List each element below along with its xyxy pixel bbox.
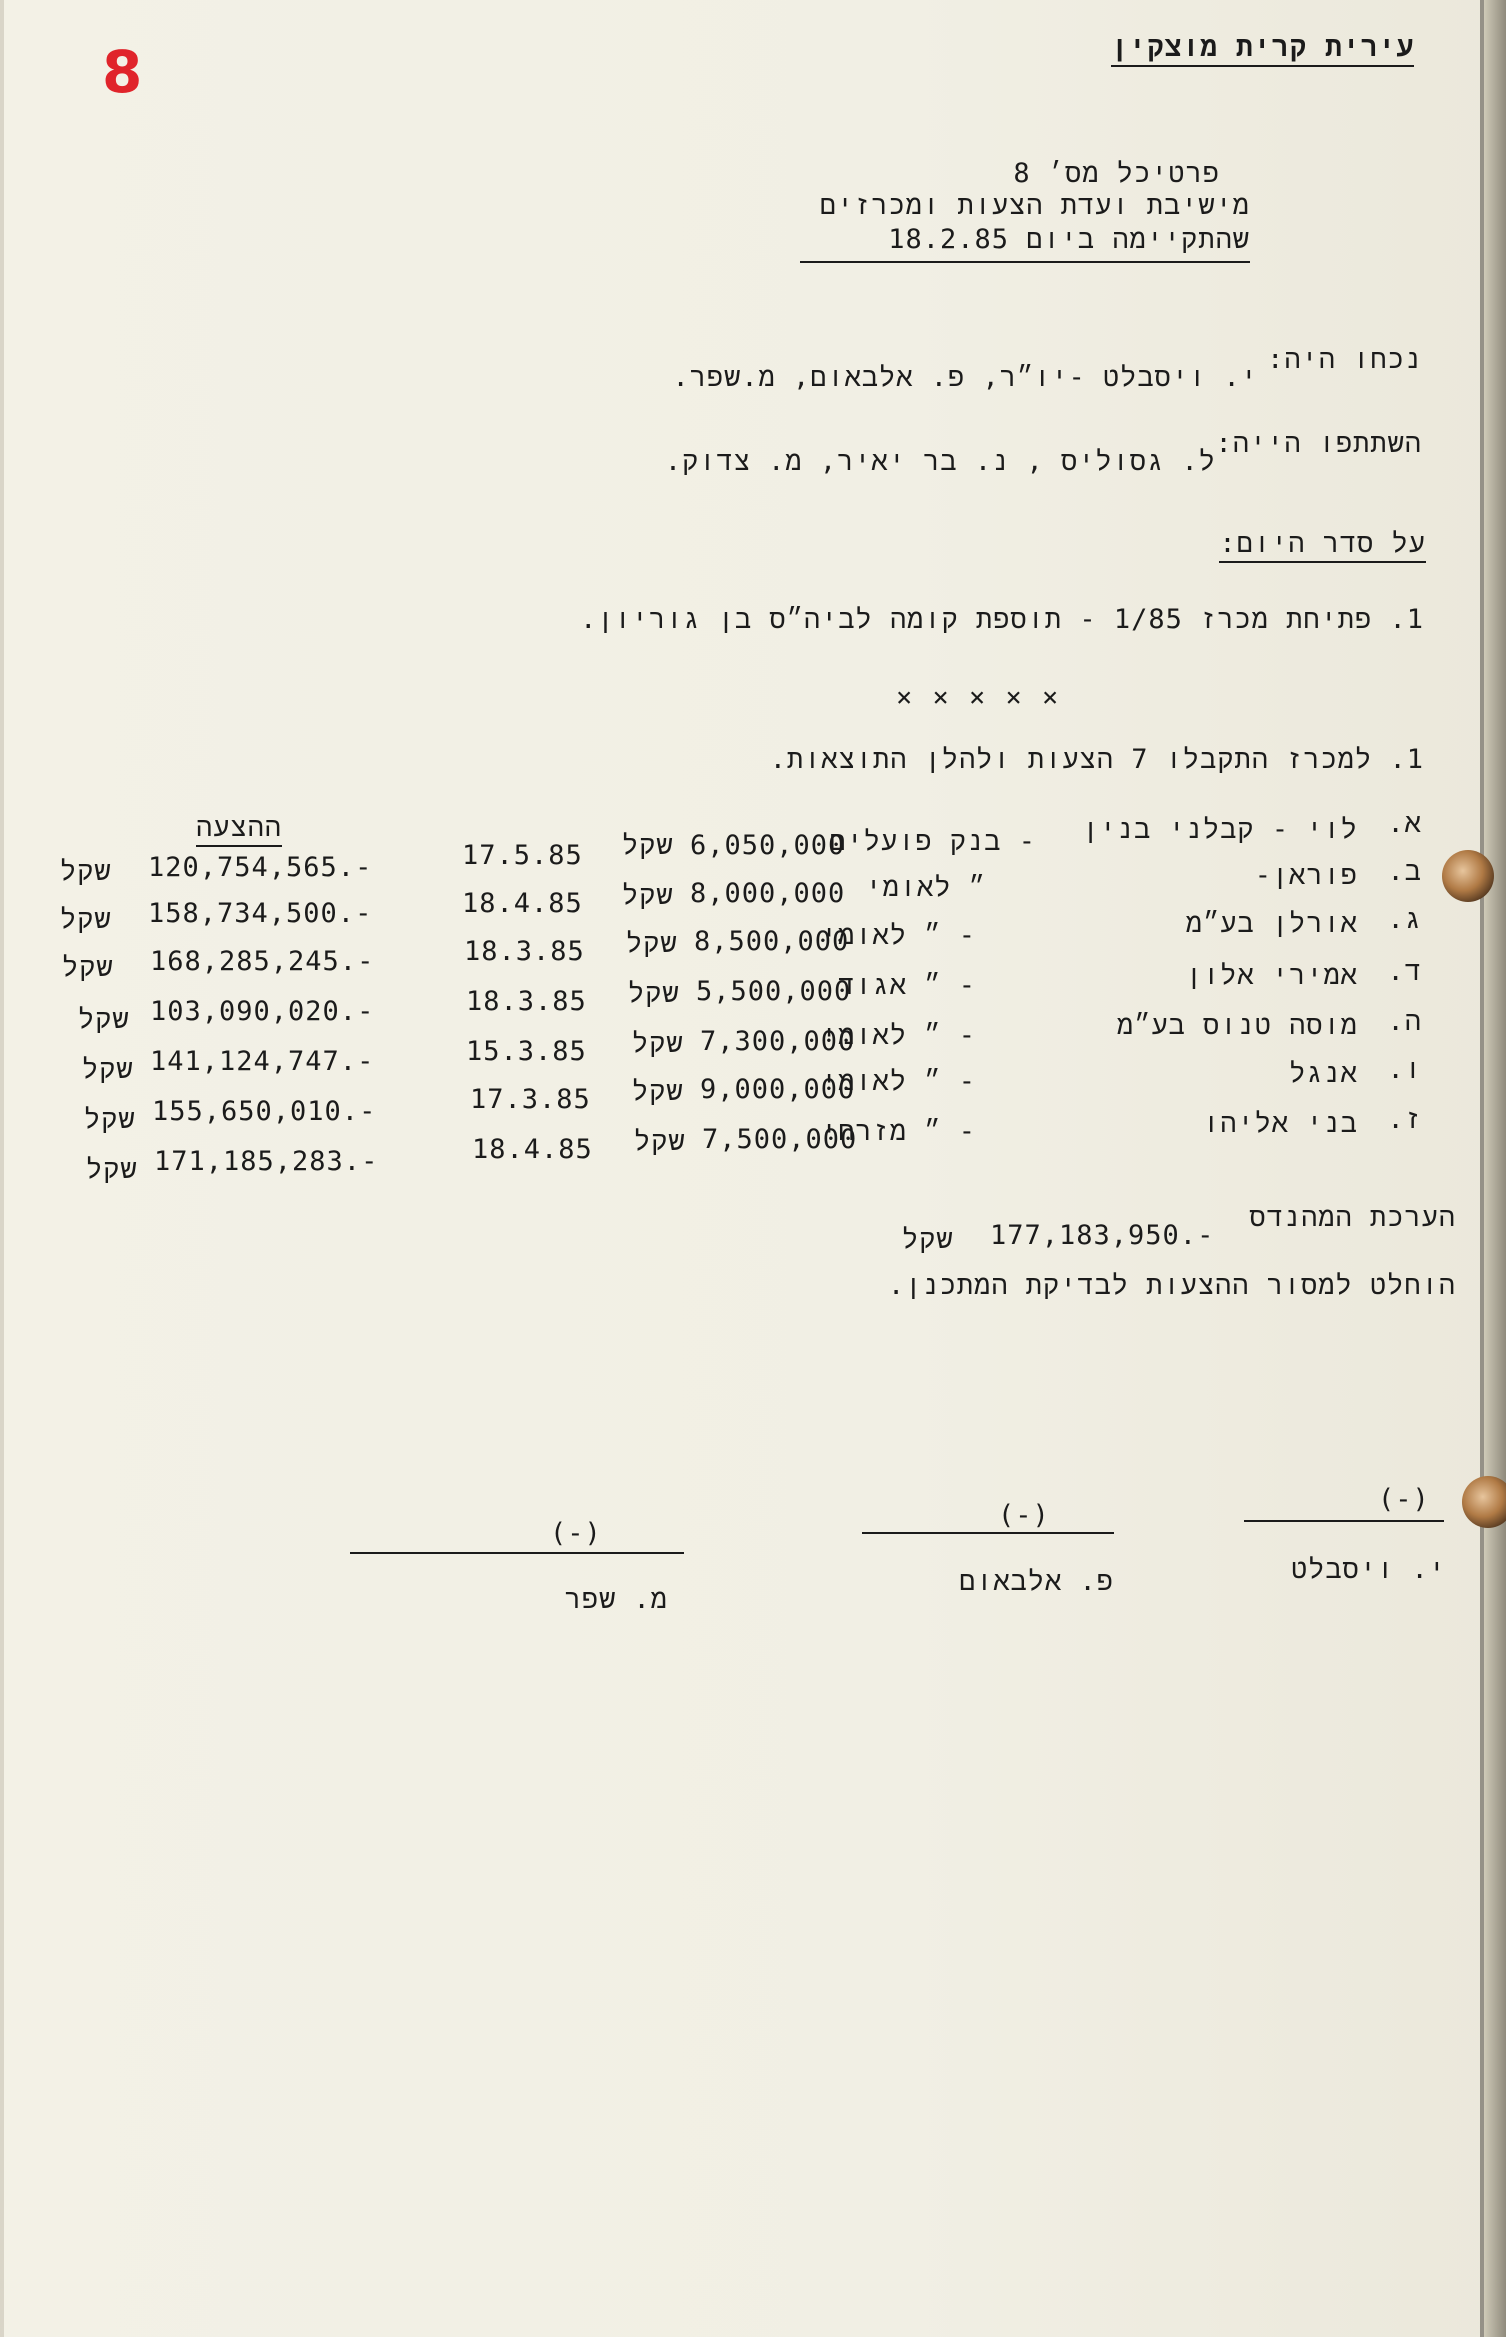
binder-hole-lower: [1462, 1476, 1506, 1528]
agenda-item-1: 1. פתיחת מכרז 1/85 - תוספת קומה לביה״ס בן גוריון.: [580, 604, 1424, 635]
guarantee-amount: 7,300,000: [700, 1026, 856, 1057]
guarantee-amount: 8,000,000: [690, 878, 846, 909]
guarantee-date: 18.3.85: [466, 986, 587, 1017]
binder-hole-upper: [1442, 850, 1494, 902]
agenda-heading: על סדר היום:: [1219, 528, 1426, 563]
guarantee-date: 17.5.85: [462, 840, 583, 871]
engineer-estimate-currency: שקל: [902, 1224, 954, 1255]
guarantee-amount: 5,500,000: [696, 976, 852, 1007]
signature-line: [862, 1532, 1114, 1534]
engineer-estimate-label: הערכת המהנדס: [1249, 1202, 1456, 1233]
offer-currency: שקל: [86, 1154, 138, 1185]
guarantee-currency: שקל: [628, 978, 680, 1009]
offer-currency: שקל: [62, 952, 114, 983]
bidder-name: אורלן בע״מ: [1185, 908, 1358, 939]
guarantee-amount: 6,050,000: [690, 830, 846, 861]
offer-amount: 158,734,500.-: [148, 898, 373, 929]
bidder-name: לוי - קבלני בנין: [1082, 814, 1358, 845]
guarantee-date: 17.3.85: [470, 1084, 591, 1115]
offer-currency: שקל: [60, 856, 112, 887]
signature-mark: (-): [998, 1500, 1050, 1531]
bidder-bank: - ״ לאומי: [821, 1066, 976, 1097]
bid-letter: ה.: [1387, 1006, 1422, 1037]
page-number: 8: [102, 38, 143, 106]
bidder-name: פוראן-: [1254, 860, 1358, 891]
offer-column-header: ההצעה: [196, 812, 282, 847]
bidder-bank: - ״ מזרחי: [821, 1116, 976, 1147]
engineer-estimate-value: 177,183,950.-: [990, 1220, 1215, 1251]
offer-currency: שקל: [60, 904, 112, 935]
bidder-bank: - ״ לאומי: [821, 920, 976, 951]
page-right-edge: [1484, 0, 1506, 2337]
signatory-name: פ. אלבאום: [959, 1566, 1114, 1597]
guarantee-currency: שקל: [622, 880, 674, 911]
page-left-edge: [0, 0, 4, 2337]
decision-text: הוחלט למסור ההצעות לבדיקת המתכנן.: [888, 1270, 1456, 1301]
separator-marks: × × × × ×: [896, 682, 1061, 713]
participants-names: ל. גסוליס , נ. בר יאיר, מ. צדוק.: [664, 446, 1216, 477]
guarantee-amount: 8,500,000: [694, 926, 850, 957]
offer-currency: שקל: [82, 1054, 134, 1085]
guarantee-amount: 7,500,000: [702, 1124, 858, 1155]
offer-amount: 120,754,565.-: [148, 852, 373, 883]
title-line-1: פרטיכל מס׳ 8: [1013, 158, 1220, 189]
participants-label: השתתפו הייה:: [1215, 428, 1422, 459]
offer-amount: 168,285,245.-: [150, 946, 375, 977]
signature-line: [1244, 1520, 1444, 1522]
bidder-bank: - ״ אגוד: [838, 970, 976, 1001]
guarantee-currency: שקל: [632, 1076, 684, 1107]
guarantee-currency: שקל: [622, 830, 674, 861]
bidder-name: אמירי אלון: [1185, 960, 1358, 991]
bidder-name: מוסה טנוס בע״מ: [1117, 1010, 1358, 1041]
bid-letter: ו.: [1387, 1054, 1422, 1085]
offer-currency: שקל: [84, 1104, 136, 1135]
guarantee-date: 18.3.85: [464, 936, 585, 967]
offer-amount: 155,650,010.-: [152, 1096, 377, 1127]
signatory-name: י. ויסבלט: [1291, 1554, 1446, 1585]
signature-line: [350, 1552, 684, 1554]
results-intro: 1. למכרז התקבלו 7 הצעות ולהלן התוצאות.: [769, 744, 1424, 775]
guarantee-currency: שקל: [632, 1028, 684, 1059]
title-line-2: מישיבת ועדת הצעות ומכרזים: [819, 190, 1250, 221]
offer-amount: 171,185,283.-: [154, 1146, 379, 1177]
signature-mark: (-): [1378, 1484, 1430, 1515]
offer-amount: 103,090,020.-: [150, 996, 375, 1027]
bidder-bank: - בנק פועלים: [829, 826, 1036, 857]
municipality-header: עירית קרית מוצקין: [1111, 30, 1414, 67]
guarantee-amount: 9,000,000: [700, 1074, 856, 1105]
bid-letter: ב.: [1387, 856, 1422, 887]
bid-letter: ז.: [1387, 1104, 1422, 1135]
bidder-bank: ״ לאומי: [865, 872, 986, 903]
bid-letter: ג.: [1387, 904, 1422, 935]
title-line-3: שהתקיימה ביום 18.2.85: [800, 224, 1250, 263]
signature-mark: (-): [550, 1518, 602, 1549]
guarantee-date: 18.4.85: [472, 1134, 593, 1165]
present-label: נכחו היה:: [1267, 344, 1422, 375]
guarantee-currency: שקל: [626, 928, 678, 959]
bidder-bank: - ״ לאומי: [821, 1020, 976, 1051]
bid-letter: א.: [1387, 808, 1422, 839]
offer-currency: שקל: [78, 1004, 130, 1035]
bidder-name: אנגל: [1289, 1058, 1358, 1089]
guarantee-date: 15.3.85: [466, 1036, 587, 1067]
bid-letter: ד.: [1387, 956, 1422, 987]
bidder-name: בני אליהו: [1203, 1108, 1358, 1139]
offer-amount: 141,124,747.-: [150, 1046, 375, 1077]
guarantee-currency: שקל: [634, 1126, 686, 1157]
signatory-name: מ. שפר: [564, 1584, 668, 1615]
guarantee-date: 18.4.85: [462, 888, 583, 919]
present-names: י. ויסבלט -יו״ר, פ. אלבאום, מ.שפר.: [672, 362, 1258, 393]
